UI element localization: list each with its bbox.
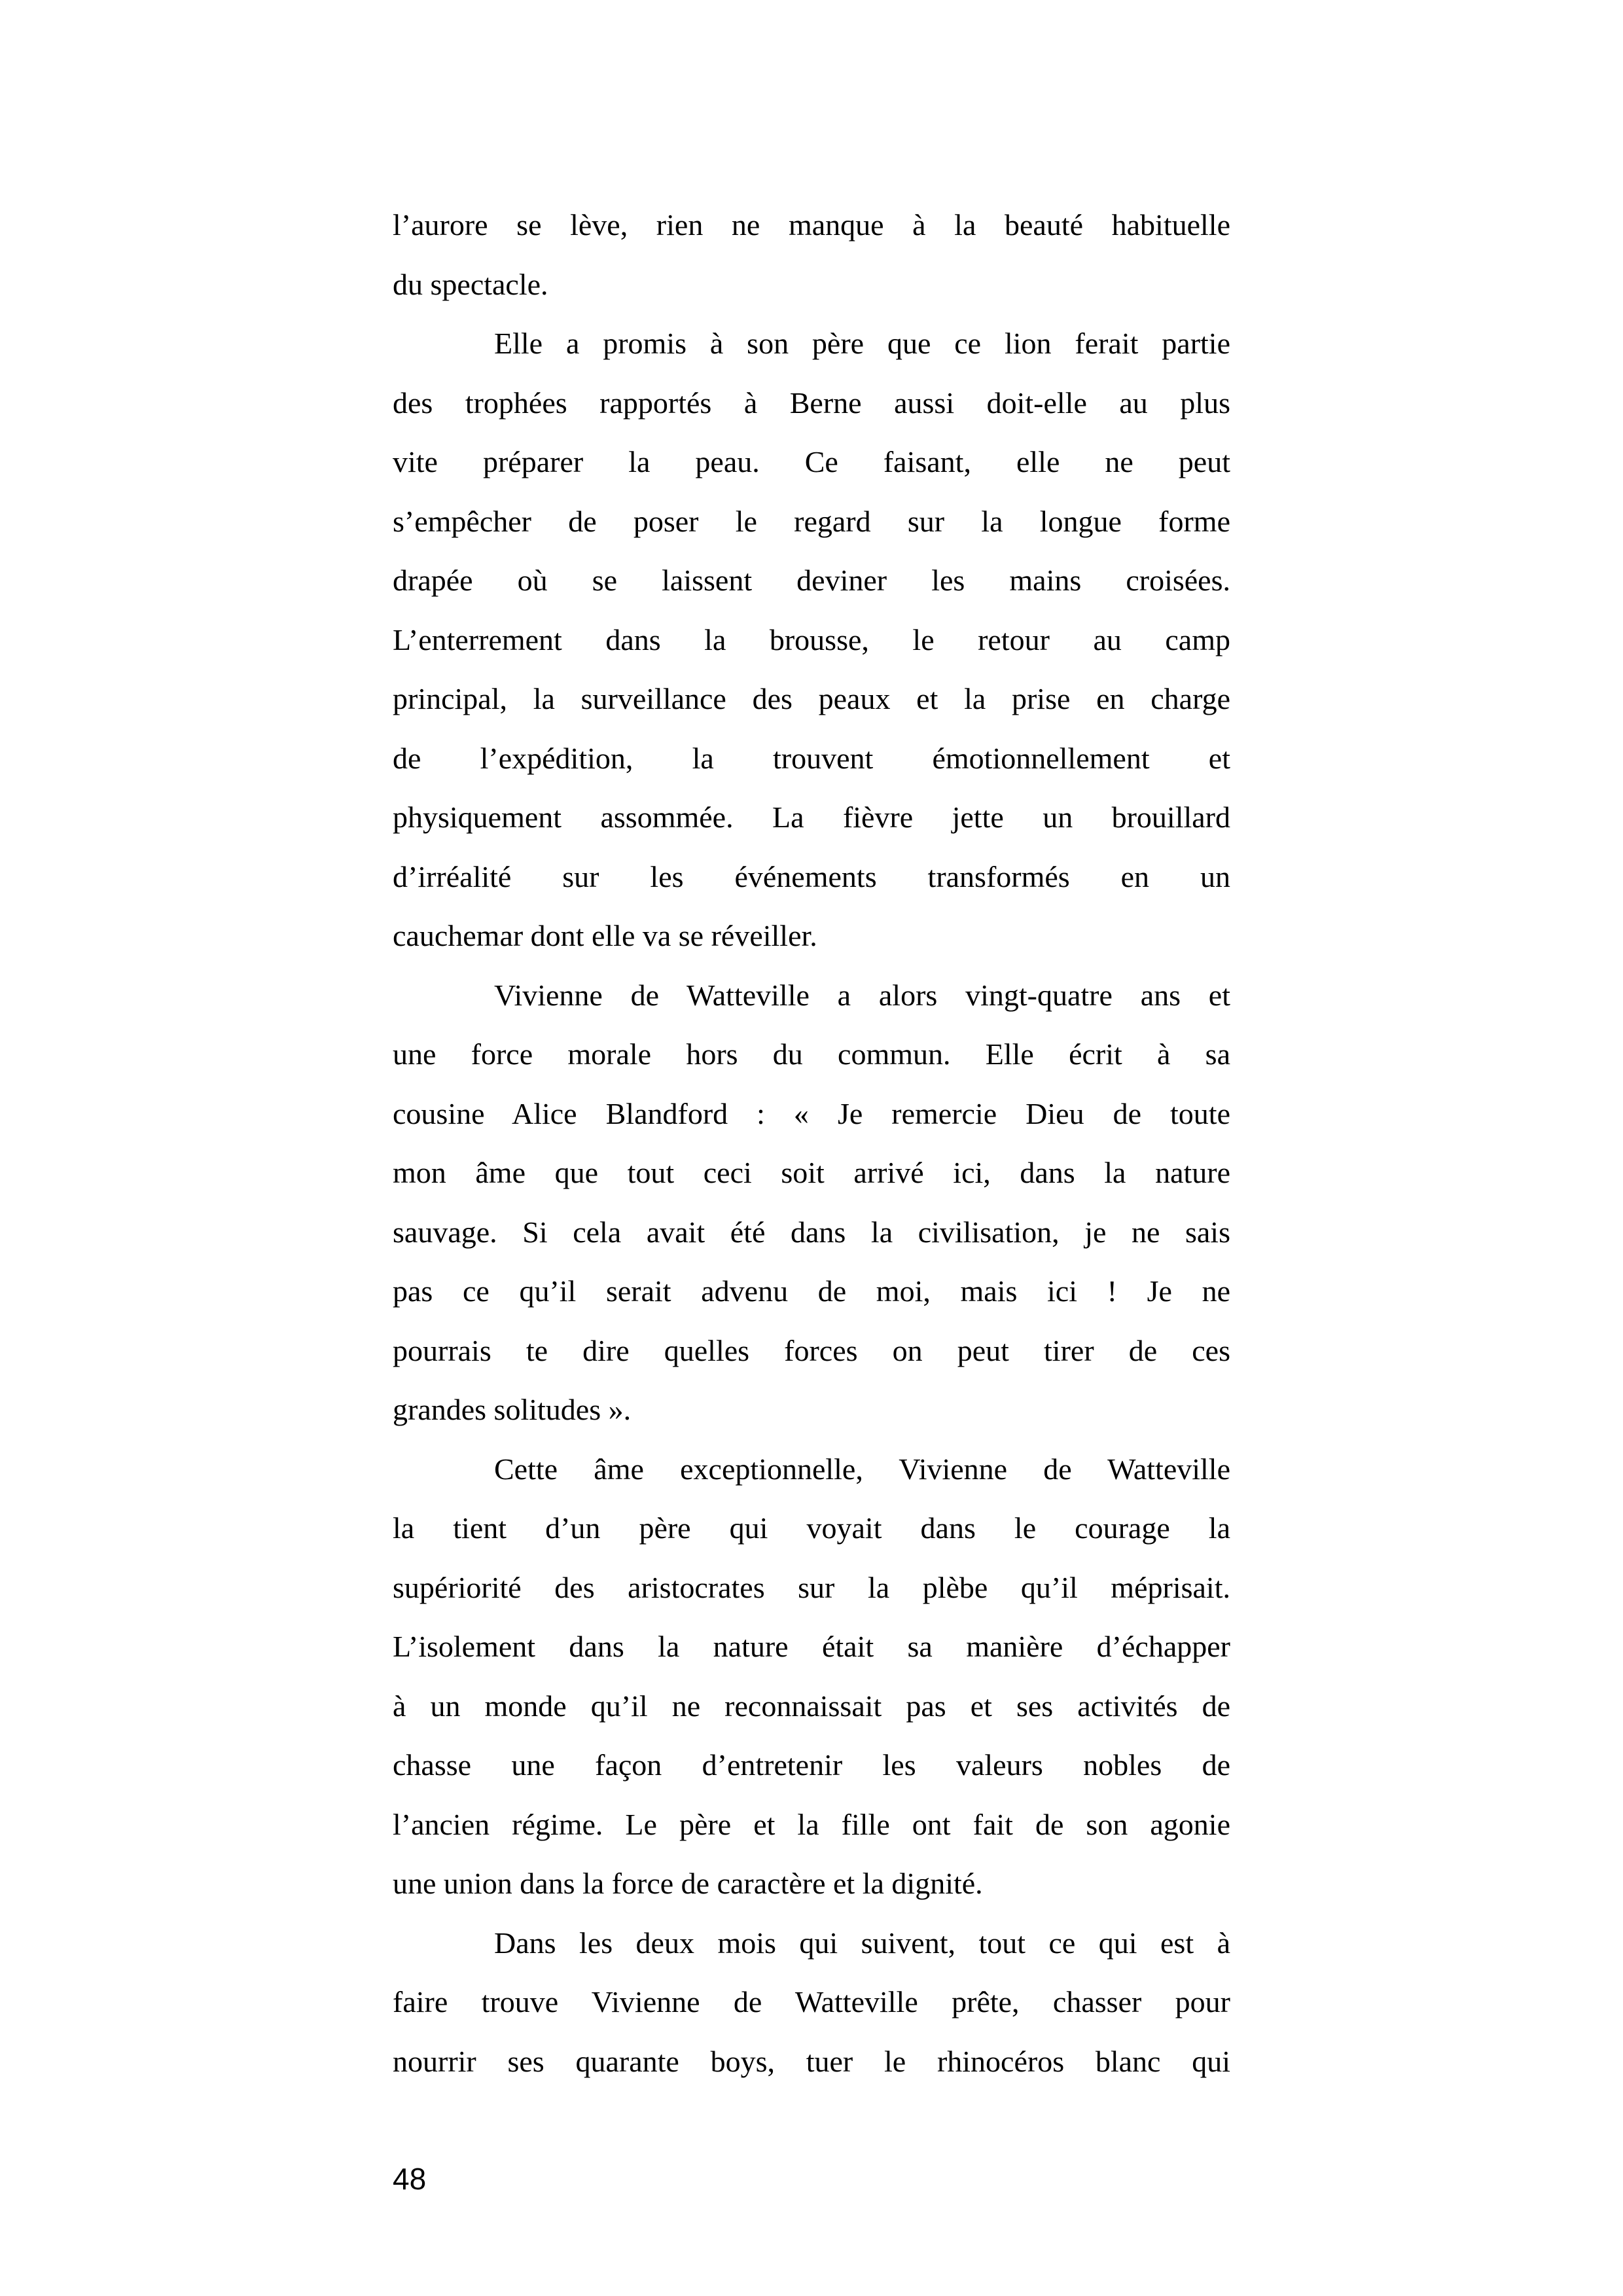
text-line: une union dans la force de caractère et la dignité. (393, 1867, 983, 1900)
text-line: à un monde qu’il ne reconnaissait pas et ses activités de (393, 1689, 1230, 1723)
text-line: grandes solitudes ». (393, 1393, 632, 1426)
text-line: supériorité des aristocrates sur la plèbe qu’il méprisait. (393, 1570, 1230, 1604)
text-line: une force morale hors du commun. Elle écrit à sa (393, 1037, 1230, 1071)
text-line: de l’expédition, la trouvent émotionnellement et (393, 741, 1230, 775)
text-line: d’irréalité sur les événements transformés en un (393, 859, 1230, 893)
paragraph (393, 966, 1230, 1440)
text-line: Vivienne de Watteville a alors vingt-quatre ans et (494, 978, 1230, 1012)
text-line: l’ancien régime. Le père et la fille ont fait de son agonie (393, 1807, 1230, 1841)
text-line: l’aurore se lève, rien ne manque à la beauté habituelle (393, 208, 1230, 242)
text-line: Dans les deux mois qui suivent, tout ce qui est à (494, 1926, 1230, 1960)
text-line: drapée où se laissent deviner les mains croisées. (393, 564, 1230, 597)
text-line: physiquement assommée. La fièvre jette un brouillard (393, 800, 1230, 834)
page-number: 48 (393, 2162, 427, 2196)
text-line: Elle a promis à son père que ce lion ferait partie (494, 327, 1230, 360)
text-line: chasse une façon d’entretenir les valeurs nobles de (393, 1748, 1230, 1782)
text-line: faire trouve Vivienne de Watteville prête, chasser pour (393, 1985, 1230, 2018)
page-text (393, 196, 1230, 2091)
text-line: L’enterrement dans la brousse, le retour au camp (393, 622, 1230, 656)
text-line: vite préparer la peau. Ce faisant, elle ne peut (393, 445, 1230, 478)
text-line: pas ce qu’il serait advenu de moi, mais ici ! Je ne (393, 1274, 1230, 1308)
text-line: des trophées rapportés à Berne aussi doit-elle au plus (393, 386, 1230, 420)
text-line: du spectacle. (393, 267, 548, 301)
text-line: s’empêcher de poser le regard sur la longue forme (393, 504, 1230, 538)
text-line: L’isolement dans la nature était sa manière d’échapper (393, 1630, 1230, 1663)
text-line: pourrais te dire quelles forces on peut tirer de ces (393, 1333, 1230, 1367)
text-line: la tient d’un père qui voyait dans le courage la (393, 1511, 1230, 1545)
text-line: mon âme que tout ceci soit arrivé ici, dans la nature (393, 1156, 1230, 1189)
paragraph (393, 314, 1230, 966)
text-line: nourrir ses quarante boys, tuer le rhinocéros blanc qui (393, 2044, 1230, 2078)
paragraph (393, 196, 1230, 314)
text-line: cousine Alice Blandford : « Je remercie Dieu de toute (393, 1096, 1230, 1130)
paragraph (393, 1440, 1230, 1914)
text-line: Cette âme exceptionnelle, Vivienne de Watteville (494, 1452, 1230, 1486)
text-line: sauvage. Si cela avait été dans la civilisation, je ne sais (393, 1215, 1230, 1249)
text-line: principal, la surveillance des peaux et la prise en charge (393, 682, 1230, 715)
paragraph (393, 1914, 1230, 2092)
text-line: cauchemar dont elle va se réveiller. (393, 919, 817, 952)
